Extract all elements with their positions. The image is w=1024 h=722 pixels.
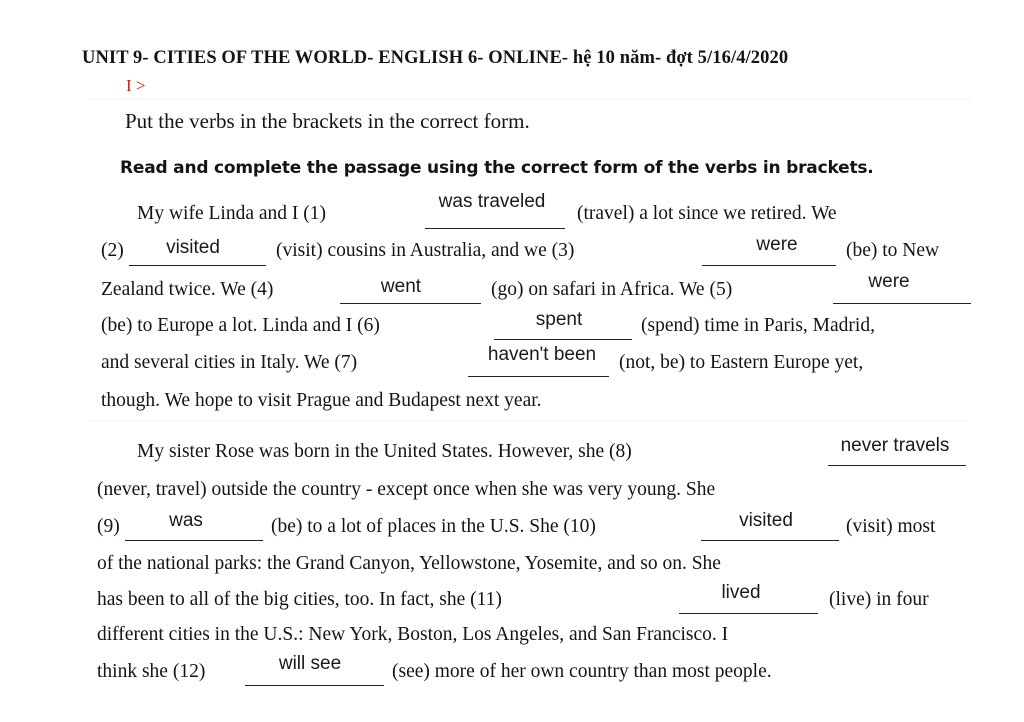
blank-10-line [701, 540, 839, 541]
blank-2-line [129, 265, 266, 266]
passage-text: (9) [97, 516, 120, 537]
worksheet-title: UNIT 9- CITIES OF THE WORLD- ENGLISH 6- ONLINE- hệ 10 năm- đợt 5/16/4/2020 [82, 48, 789, 68]
scan-shadow [88, 420, 968, 422]
blank-3-line [702, 265, 836, 266]
passage-text: My sister Rose was born in the United States. However, she (8) [137, 441, 632, 462]
passage-text: think she (12) [97, 661, 206, 682]
answer-6[interactable]: spent [535, 309, 583, 330]
passage1-line-6 [0, 390, 1024, 420]
passage2-line-4 [0, 553, 1024, 583]
passage-text: (2) [101, 240, 124, 261]
passage2-line-7 [0, 653, 1024, 691]
passage2-line-3 [0, 510, 1024, 546]
blank-4-line [340, 303, 481, 304]
blank-9-line [125, 540, 263, 541]
passage-text: (visit) cousins in Australia, and we (3) [276, 240, 575, 261]
blank-6-line [494, 339, 632, 340]
passage-text: (be) to a lot of places in the U.S. She (10) [271, 516, 596, 537]
answer-5[interactable]: were [868, 271, 910, 292]
passage-text: (travel) a lot since we retired. We [577, 203, 837, 224]
answer-9[interactable]: was [169, 510, 203, 531]
passage2-line-2 [0, 479, 1024, 509]
passage1-line-5 [0, 344, 1024, 382]
passage-text: Zealand twice. We (4) [101, 279, 274, 300]
passage2-line-6 [0, 624, 1024, 654]
passage-text: (not, be) to Eastern Europe yet, [619, 352, 864, 373]
answer-4[interactable]: went [380, 276, 422, 297]
exercise-heading: Read and complete the passage using the correct form of the verbs in brackets. [120, 158, 874, 178]
passage-text: (spend) time in Paris, Madrid, [641, 315, 875, 336]
answer-1[interactable]: was traveled [438, 191, 546, 212]
passage1-line-1 [0, 191, 1024, 233]
blank-5-line [833, 303, 971, 304]
scan-shadow [90, 98, 970, 100]
passage-text: (be) to Europe a lot. Linda and I (6) [101, 315, 380, 336]
passage-text: (live) in four [829, 589, 929, 610]
passage-text: (visit) most [846, 516, 936, 537]
answer-3[interactable]: were [756, 234, 798, 255]
answer-2[interactable]: visited [166, 237, 220, 258]
passage-text: though. We hope to visit Prague and Budapest next year. [101, 390, 542, 411]
passage-text: and several cities in Italy. We (7) [101, 352, 358, 373]
passage-text: (go) on safari in Africa. We (5) [491, 279, 733, 300]
blank-12-line [245, 685, 384, 686]
passage2-line-5 [0, 582, 1024, 619]
blank-7-line [468, 376, 609, 377]
answer-8[interactable]: never travels [840, 435, 950, 456]
passage-text: of the national parks: the Grand Canyon, Yellowstone, Yosemite, and so on. She [97, 553, 721, 574]
passage-text: My wife Linda and I (1) [137, 203, 326, 224]
blank-8-line [828, 465, 966, 466]
section-marker: I > [126, 76, 146, 95]
passage1-line-2 [0, 234, 1024, 270]
answer-10[interactable]: visited [739, 510, 793, 531]
passage-text: (be) to New [846, 240, 940, 261]
passage-text: has been to all of the big cities, too. In fact, she (11) [97, 589, 502, 610]
answer-11[interactable]: lived [721, 582, 761, 603]
blank-11-line [679, 613, 818, 614]
instruction-text: Put the verbs in the brackets in the correct form. [125, 109, 530, 133]
passage2-line-1 [0, 435, 1024, 471]
passage1-line-4 [0, 309, 1024, 345]
passage-text: different cities in the U.S.: New York, Boston, Los Angeles, and San Francisco. I [97, 624, 729, 645]
passage-text: (never, travel) outside the country - except once when she was very young. She [97, 479, 716, 500]
blank-1-line [425, 228, 565, 229]
answer-7[interactable]: haven't been [487, 344, 597, 365]
passage-text: (see) more of her own country than most people. [392, 661, 772, 682]
answer-12[interactable]: will see [278, 653, 342, 674]
passage1-line-3 [0, 271, 1024, 309]
